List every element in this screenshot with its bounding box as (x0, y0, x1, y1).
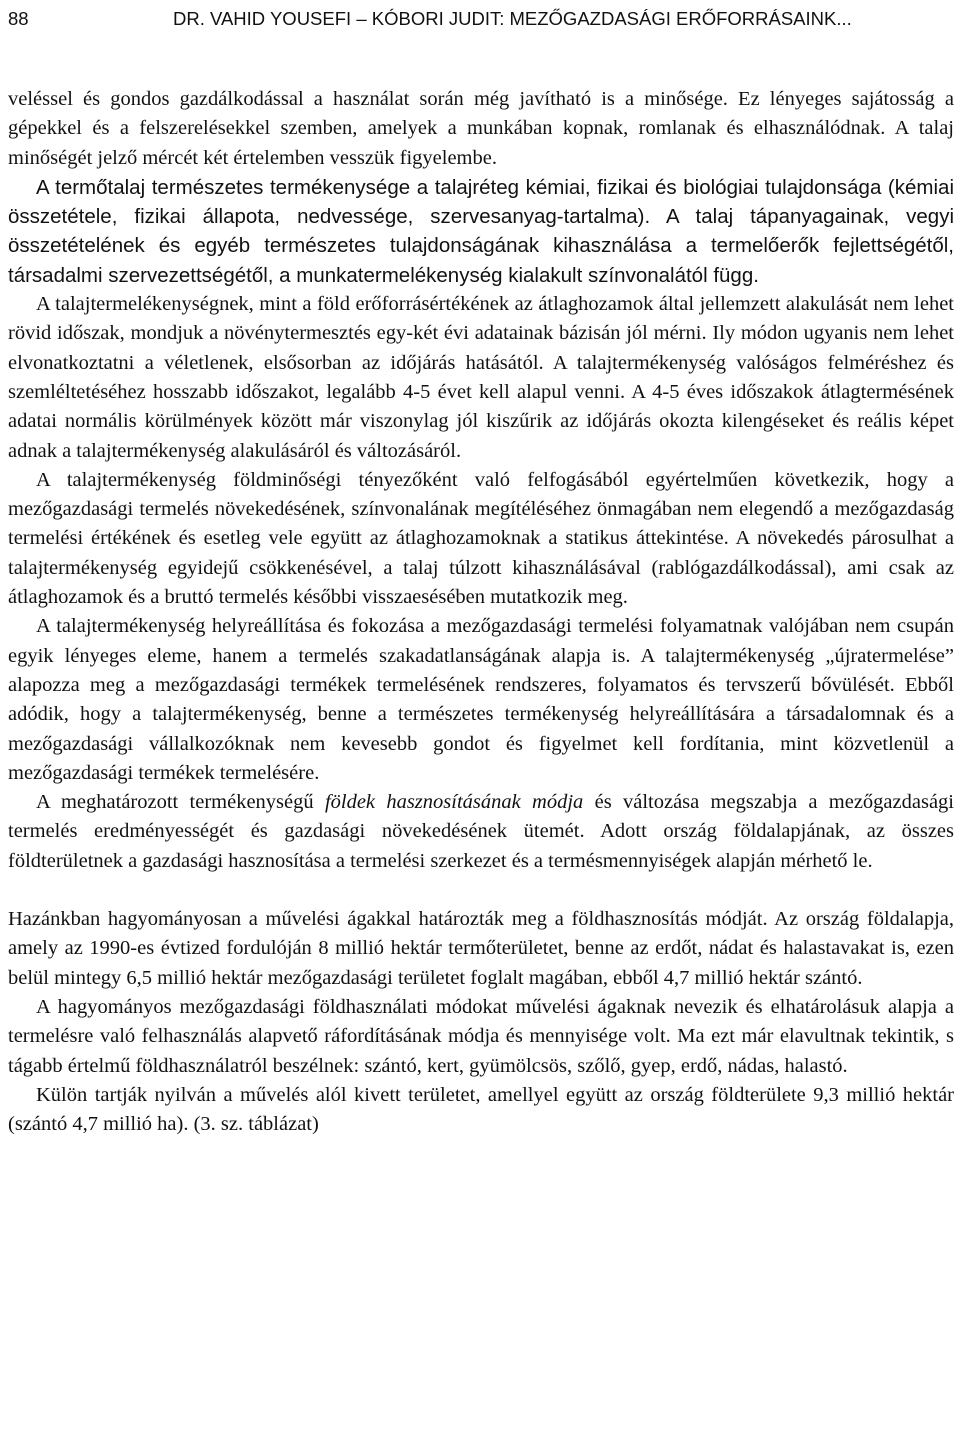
paragraph-6-start: A meghatározott termékenységű (36, 791, 325, 814)
section-gap (8, 876, 954, 905)
paragraph-8: A hagyományos mezőgazdasági földhasználati módokat művelési ágaknak nevezik és elhatárolásuk alapja a termelésre való felhasználás alapvető ráfordításának módja és mennyisége volt. Ma ezt már elavultnak tekintik, s tágabb értelmű földhasználatról beszélnek: szántó, kert, gyümölcsös, szőlő, gyep, erdő, nádas, halastó. (8, 995, 954, 1077)
page-number: 88 (8, 8, 29, 29)
running-header (8, 4, 954, 34)
paragraph-6 (8, 788, 954, 876)
paragraph-3: A talajtermelékenységnek, mint a föld erőforrásértékének az átlaghozamok által jellemzett alakulását nem lehet rövid időszak, mondjuk a növénytermesztés egy-két évi adatainak bázisán jól mérni. Ily módon ugyanis nem lehet elvonatkoztatni a véletlenek, elsősorban az időjárás hatásától. A talajtermékenység valóságos felméréshez és szemléltetéséhez hosszabb időszakot, legalább 4-5 évet kell alapul venni. A 4-5 éves időszakok átlagtermésének adatai normális körülmények között már viszonylag jól kiszűrik az időjárás okozta kilengéseket és reális képet adnak a talajtermékenység alakulásáról és változásáról. (8, 293, 954, 462)
paragraph-9: Külön tartják nyilván a művelés alól kivett területet, amellyel együtt az ország földterülete 9,3 millió hektár (szántó 4,7 millió ha). (3. sz. táblázat) (8, 1083, 954, 1136)
body-text (8, 85, 954, 1139)
paragraph-6-end: és változása megszabja a mezőgazdasági termelés eredményességét és gazdasági növekedésének ütemét. Adott ország földalapjának, az összes földterületnek a gazdasági hasznosítása a termelési szerkezet és a termésmennyiségek alapján mérhető le. (8, 791, 954, 872)
paragraph-2: A termőtalaj természetes termékenysége a talajréteg kémiai, fizikai és biológiai tulajdonsága (kémiai összetétele, fizikai állapota, nedvessége, szervesanyag-tartalma). A talaj tápanyagainak, vegyi összetételének és egyéb természetes tulajdonságának kihasználása a termelőerők fejlettségétől, társadalmi szervezettségétől, a munkatermelékenység kialakult színvonalától függ. (8, 175, 954, 287)
paragraph-5: A talajtermékenység helyreállítása és fokozása a mezőgazdasági termelési folyamatnak valójában nem csupán egyik lényeges eleme, hanem a termelés szakadatlanságának alapja is. A talajtermékenység „újratermelése” alapozza meg a mezőgazdasági termékek termelésének rendszeres, folyamatos és tervszerű bővülését. Ebből adódik, hogy a talajtermékenység, benne a természetes termékenység helyreállítására a társadalomnak és a mezőgazdasági vállalkozóknak nem kevesebb gondot és figyelmet kell fordítania, mint közvetlenül a mezőgazdasági termékek termelésére. (8, 615, 954, 784)
paragraph-6-italic-term: földek hasznosításának módja (324, 791, 584, 814)
running-title: DR. VAHID YOUSEFI – KÓBORI JUDIT: MEZŐGAZDASÁGI ERŐFORRÁSAINK... (173, 8, 852, 29)
paragraph-7: Hazánkban hagyományosan a művelési ágakkal határozták meg a földhasznosítás módját. Az ország földalapja, amely az 1990-es évtized fordulóján 8 millió hektár termőterületet, benne az erdőt, nádat és halastavakat is, ezen belül mintegy 6,5 millió hektár mezőgazdasági területet foglalt magában, ebből 4,7 millió hektár szántó. (8, 908, 954, 989)
paragraph-4: A talajtermékenység földminőségi tényezőként való felfogásából egyértelműen következik, hogy a mezőgazdasági termelés növekedésének, színvonalának megítéléséhez önmagában nem elegendő a mezőgazdaság termelési értékének és esetleg vele együtt az átlaghozamoknak a statikus áttekintése. A növekedés párosulhat a talajtermékenység egyidejű csökkenésével, a talaj túlzott kihasználásával (rablógazdálkodással), ami csak az átlaghozamok és a bruttó termelés későbbi visszaesésében mutatkozik meg. (8, 468, 954, 609)
paragraph-1: veléssel és gondos gazdálkodással a használat során még javítható is a minősége. Ez lényeges sajátosság a gépekkel és a felszerelésekkel szemben, amelyek a munkában kopnak, romlanak és elhasználódnak. A talaj minőségét jelző mércét két értelemben vesszük figyelembe. (8, 88, 954, 169)
